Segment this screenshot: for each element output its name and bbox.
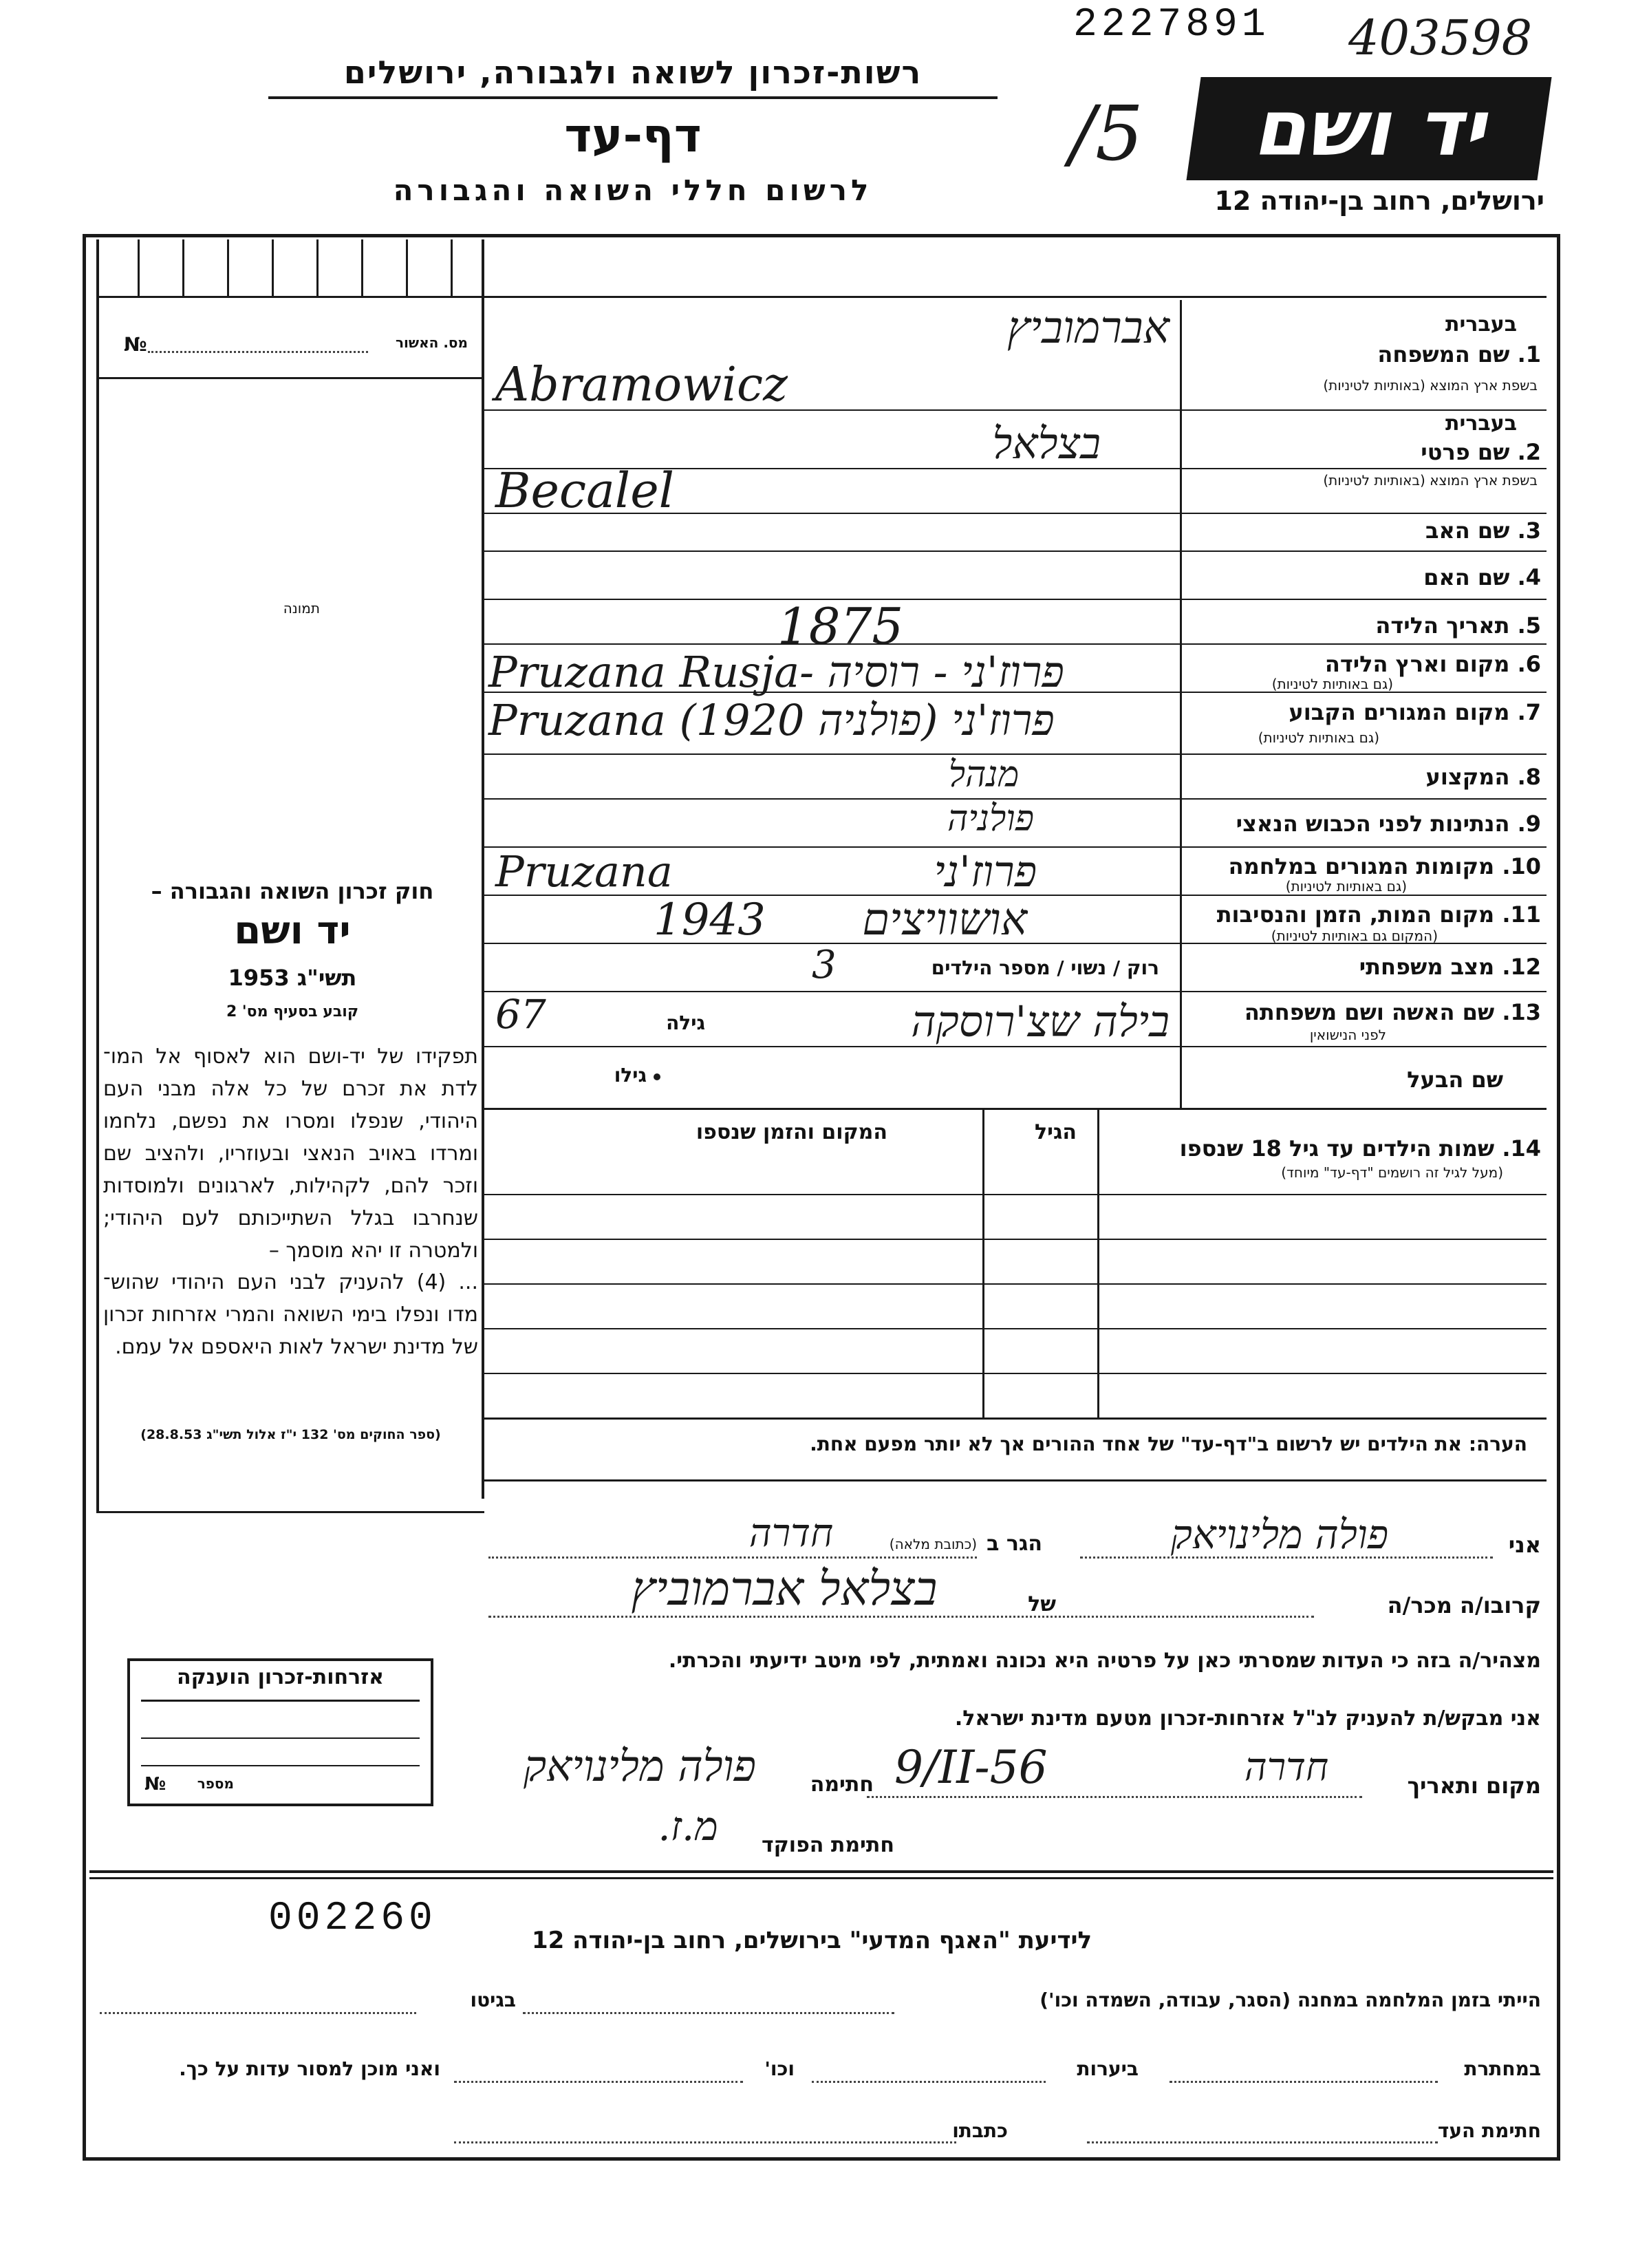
form-subtitle: לרשום חללי השואה והגבורה xyxy=(393,173,873,207)
field7-value: Pruzana (1920 פולניה) פרוז'ני xyxy=(488,695,1055,745)
field8-label: 8. המקצוע xyxy=(1425,764,1541,790)
header-address: ירושלים, רחוב בן-יהודה 12 xyxy=(1214,186,1544,216)
field2-value-hebrew: בצלאל xyxy=(992,418,1101,469)
field10-sub: (גם באותיות לטיניות) xyxy=(1285,878,1407,895)
footer-line2-b: ביערות xyxy=(1077,2057,1139,2080)
officer-label: חתימת הפוקד xyxy=(762,1833,894,1857)
form-title: דף-עד xyxy=(564,109,702,163)
law-text-2: ... (4) להעניק לבני העם היהודי שהוש־ מדו ונפלו בימי השואה והמרי אזרחות זכרון של מדינת ישראל לאות היאספם אל עמם. xyxy=(103,1270,478,1359)
footer-heading: לידיעת "האגף המדעי" בירושלים, רחוב בן-יהודה 12 xyxy=(531,1927,1092,1954)
field12-label: 12. מצב משפחתי xyxy=(1359,954,1541,980)
footer-line2-c: וכו' xyxy=(764,2057,795,2080)
field14-col-age: הגיל xyxy=(1035,1120,1077,1144)
law-title: חוק זכרון השואה והגבורה – xyxy=(151,878,434,904)
field7-sub: (גם באותיות לטיניות) xyxy=(1258,729,1379,746)
field4-label: 4. שם האם xyxy=(1423,564,1541,590)
field5-label: 5. תאריך הלידה xyxy=(1375,612,1541,639)
field10-value: Pruzana פרוז'ני xyxy=(495,846,1037,897)
footer-line2-a: במחתרת xyxy=(1464,2057,1541,2080)
field10-label: 10. מקומות המגורים במלחמה xyxy=(1228,853,1541,879)
officer-value: מ.ז. xyxy=(658,1803,718,1850)
field1-value-latin: Abramowicz xyxy=(495,358,788,412)
field1-value-hebrew: אברמוביץ xyxy=(1007,303,1170,354)
field11-label: 11. מקום המות, הזמן והנסיבות xyxy=(1216,901,1541,928)
sidebar-divider xyxy=(482,239,484,1499)
header-underline xyxy=(268,96,998,99)
date-value: 9/II-56 xyxy=(894,1741,1048,1794)
footer-line1-prefix: הייתי בזמן המלחמה במחנה (הסגר, עבודה, השמדה וכו') xyxy=(1039,1989,1541,2011)
field11-value: 1943 אושוויצים xyxy=(654,895,1028,945)
place-value: חדרה xyxy=(1244,1745,1329,1790)
field13-sub: לפני הנישואין xyxy=(1309,1027,1386,1043)
husband-age-label: גילו xyxy=(614,1064,647,1087)
declaration-l4: אני מבקש/ת להעניק לנ"ל אזרחות-זכרון מטעם מדינת ישראל. xyxy=(954,1707,1541,1731)
archive-number-handwritten: 403598 xyxy=(1348,10,1533,66)
field1-label: 1. שם המשפחה xyxy=(1377,341,1541,367)
field9-value: פולניה xyxy=(947,798,1034,839)
approval-label: מס. האשור xyxy=(396,334,468,351)
field13-age-label: גילה xyxy=(666,1012,705,1034)
archive-number-stamped: 2227891 xyxy=(1073,3,1270,47)
footer-line2-d: ואני מוכן למסור עדות על כך. xyxy=(179,2057,440,2080)
declaration-l3: מצהיר/ה בזה כי העדות שמסרתי כאן על פרטיה היא נכונה ואמתית, לפי מיטב ידיעתי והכרתי. xyxy=(668,1649,1541,1673)
declaration-address: חדרה xyxy=(748,1511,834,1556)
law-year: תשי"ג 1953 xyxy=(228,965,357,991)
ticket-grid xyxy=(96,239,482,296)
field2-value-latin: Becalel xyxy=(495,462,675,519)
declaration-l1-mid-sub: (כתובת מלאה) xyxy=(889,1536,977,1552)
photo-label: תמונה xyxy=(283,600,320,617)
field6-sub: (גם באותיות לטיניות) xyxy=(1271,676,1393,692)
citizenship-box-no: מספר xyxy=(197,1775,234,1792)
folio-mark: /5 xyxy=(1070,89,1144,178)
field13-value: בילה שצ'רוסקה xyxy=(911,996,1170,1047)
serial-number: 002260 xyxy=(268,1896,437,1941)
field8-value: מנהל xyxy=(948,754,1020,795)
law-name: יד ושם xyxy=(234,908,351,953)
law-source: (ספר החוקים מס' 132 י"ז אלול תשי"ג 28.8.53) xyxy=(140,1427,441,1442)
field6-label: 6. מקום וארץ הלידה xyxy=(1324,651,1541,677)
field12-mid-label: רוק / נשוי / מספר הילדים xyxy=(931,956,1159,979)
husband-label: שם הבעל xyxy=(1407,1067,1503,1093)
field14-label: 14. שמות הילדים עד גיל 18 שנספו xyxy=(1179,1135,1541,1162)
field3-label: 3. שם האב xyxy=(1425,517,1541,544)
signature-label: חתימה xyxy=(810,1773,874,1797)
place-date-label: מקום ותאריך xyxy=(1407,1773,1541,1799)
field11-sub: (המקום גם באותיות לטיניות) xyxy=(1271,928,1438,944)
citizenship-box-no-symbol: № xyxy=(144,1774,166,1795)
field12-value: 3 xyxy=(812,943,837,987)
field13-age-value: 67 xyxy=(495,991,546,1038)
declaration-l1-prefix: אני xyxy=(1508,1532,1541,1558)
declaration-relative-name: בצלאל אברמוביץ xyxy=(631,1562,938,1616)
field7-label: 7. מקום המגורים הקבוע xyxy=(1289,699,1541,725)
signature-value: פולה מלינויאק xyxy=(523,1741,757,1791)
yad-vashem-logo-text: יד ושם xyxy=(1252,84,1486,173)
field2-sub2: בשפת ארץ המוצא (באותיות לטיניות) xyxy=(1323,472,1538,489)
field14-col-place: המקום והזמן שנספו xyxy=(696,1120,887,1144)
declaration-l2-of: של xyxy=(1028,1592,1056,1616)
field5-value: 1875 xyxy=(777,597,904,655)
field2-sub: בעברית xyxy=(1445,411,1517,436)
field6-value: Pruzana Rusja- פרוז'ני - רוסיה xyxy=(488,647,1064,697)
citizenship-box-title: אזרחות-זכרון הוענקה xyxy=(176,1665,385,1689)
field9-label: 9. הנתינות לפני הכבוש הנאצי xyxy=(1236,811,1541,837)
husband-age-bullet xyxy=(654,1073,660,1080)
children-note: הערה: את הילדים יש לרשום ב"דף-עד" של אחד ההורים אך לא יותר מפעם אחת. xyxy=(810,1433,1527,1455)
footer-line3-a: חתימת העד xyxy=(1437,2119,1541,2142)
institution-name: רשות-זכרון לשואה ולגבורה, ירושלים xyxy=(343,54,923,91)
law-text-1: תפקידו של יד-ושם הוא לאסוף אל המו־ לדת את זכרם של כל אלה מבני העם היהודי, שנפלו ומסרו את נפשם, נלחמו ומרדו באויב הנאצי ובעוזריו, ולהציב שם וזכר להם, לקהילות, לארגונים ולמוסדות שנחרבו בגלל השתייכותם לעם היהודי; ולמטרה זו יהא מוסמך – xyxy=(103,1045,478,1263)
footer-line1-suffix: בגיטו xyxy=(470,1989,516,2011)
approval-no-symbol: № xyxy=(124,333,147,356)
field13-label: 13. שם האשה ושם משפחתה xyxy=(1244,999,1541,1025)
declaration-l1-mid: הגר ב xyxy=(987,1532,1042,1556)
field1-sub2: בשפת ארץ המוצא (באותיות לטיניות) xyxy=(1323,377,1538,394)
field2-label: 2. שם פרטי xyxy=(1421,439,1541,465)
field14-sub: (מעל לגיל זה רושמים "דף-עד" מיוחד) xyxy=(1281,1164,1503,1181)
law-section: קובע בסעיף מס' 2 xyxy=(226,1003,359,1020)
declaration-name: פולה מלינויאק xyxy=(1170,1511,1389,1558)
footer-line3-b: כתבתו xyxy=(952,2119,1008,2142)
declaration-l2-prefix: קרובו/ה מכר/ה xyxy=(1387,1592,1541,1618)
field1-sub: בעברית xyxy=(1445,312,1517,336)
